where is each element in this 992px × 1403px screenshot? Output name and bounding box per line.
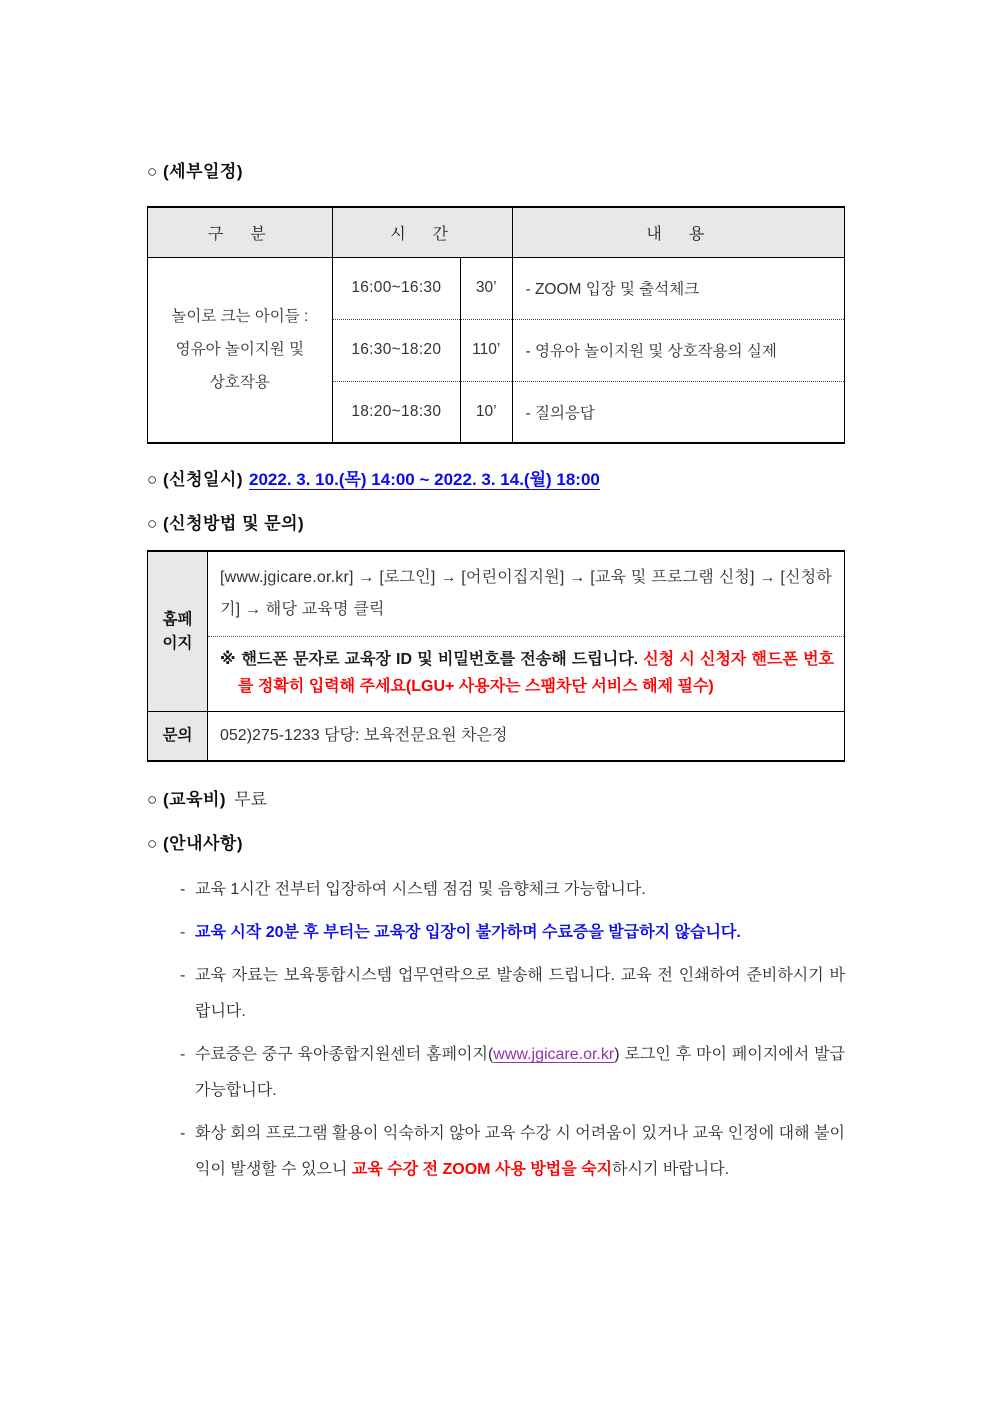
schedule-time: 18:20~18:30	[332, 381, 460, 443]
schedule-content: - ZOOM 입장 및 출석체크	[512, 257, 845, 319]
apply-datetime-value: 2022. 3. 10.(목) 14:00 ~ 2022. 3. 14.(월) 18:00	[249, 470, 600, 489]
notice-text-emphasis-blue: 교육 시작 20분 후 부터는 교육장 입장이 불가하며 수료증을 발급하지 않습니다.	[195, 924, 741, 941]
homepage-note-black: ※ 핸드폰 문자로 교육장 ID 및 비밀번호를 전송해 드립니다.	[220, 651, 644, 668]
schedule-header-row	[148, 207, 845, 257]
section-title-notices: ○ (안내사항)	[147, 834, 244, 853]
notice-item	[180, 872, 845, 908]
section-title-apply-datetime: ○ (신청일시)	[147, 470, 244, 489]
notice-list	[147, 872, 845, 1188]
schedule-table	[147, 206, 845, 444]
section-line-fee	[147, 788, 845, 812]
schedule-row	[148, 257, 845, 319]
section-title-detail-schedule: ○ (세부일정)	[147, 162, 244, 181]
homepage-row-content	[208, 551, 845, 712]
notice-text	[195, 1116, 845, 1188]
notice-text-part: 하시기 바랍니다.	[612, 1161, 730, 1178]
schedule-group-label: 놀이로 크는 아이들 : 영유아 놀이지원 및 상호작용	[148, 257, 333, 443]
notice-text: 교육 자료는 보육통합시스템 업무연락으로 발송해 드립니다. 교육 전 인쇄하여 준비하시기 바랍니다.	[195, 967, 845, 1020]
notice-item	[180, 958, 845, 1030]
contact-row-label: 문의	[148, 712, 208, 762]
homepage-row-label: 홈페 이지	[148, 551, 208, 712]
homepage-link[interactable]: www.jgicare.or.kr	[493, 1046, 615, 1063]
schedule-minutes: 10’	[460, 381, 512, 443]
contact-row-content	[208, 712, 845, 762]
contact-row	[148, 712, 845, 762]
homepage-note-red: 신청 시 신청자 핸드폰 번호를 정확히 입력해 주세요(LGU+ 사용자는 스팸차단 서비스 해제 필수)	[238, 651, 834, 695]
notice-text-part: 화상 회의 프로그램 활용이 익숙하지 않아 교육 수강 시 어려움이 있거나 교육 인정에 대해 불이익이 발생할 수 있으니	[195, 1125, 845, 1178]
bullet-dash: -	[180, 967, 186, 984]
column-header-content: 내 용	[512, 207, 845, 257]
notice-text-emphasis-red: 교육 수강 전 ZOOM 사용 방법을 숙지	[351, 1161, 613, 1178]
section-title-apply-method: ○ (신청방법 및 문의)	[147, 514, 305, 533]
schedule-content: - 질의응답	[512, 381, 845, 443]
column-header-time: 시 간	[332, 207, 512, 257]
notice-item	[180, 1037, 845, 1109]
notice-item	[180, 915, 845, 951]
schedule-minutes: 30’	[460, 257, 512, 319]
homepage-row	[148, 551, 845, 712]
column-header-category: 구 분	[148, 207, 333, 257]
fee-value: 무료	[234, 790, 267, 809]
contact-phone-value: 052)275-1233 담당: 보육전문요원 차은정	[220, 727, 508, 744]
homepage-navigation-path: [www.jgicare.or.kr] → [로그인] → [어린이집지원] → [교육 및 프로그램 신청] → [신청하기] → 해당 교육명 클릭	[208, 552, 844, 637]
bullet-dash: -	[180, 1125, 186, 1142]
bullet-dash: -	[180, 1046, 186, 1063]
notice-item	[180, 1116, 845, 1188]
notice-text-part: ) 로그인 후 마이 페이지에서 발급 가능합니다.	[195, 1046, 846, 1099]
schedule-content: - 영유아 놀이지원 및 상호작용의 실제	[512, 319, 845, 381]
notice-text-part: 수료증은 중구 육아종합지원센터 홈페이지(	[195, 1046, 494, 1063]
homepage-note	[208, 637, 844, 711]
schedule-time: 16:00~16:30	[332, 257, 460, 319]
schedule-minutes: 110’	[460, 319, 512, 381]
bullet-dash: -	[180, 924, 186, 941]
notice-text: 교육 1시간 전부터 입장하여 시스템 점검 및 음향체크 가능합니다.	[195, 881, 646, 898]
notice-text	[195, 1037, 845, 1109]
section-line-apply-datetime	[147, 468, 845, 492]
apply-method-table	[147, 550, 845, 762]
section-title-fee: ○ (교육비)	[147, 790, 227, 809]
schedule-time: 16:30~18:20	[332, 319, 460, 381]
bullet-dash: -	[180, 881, 186, 898]
